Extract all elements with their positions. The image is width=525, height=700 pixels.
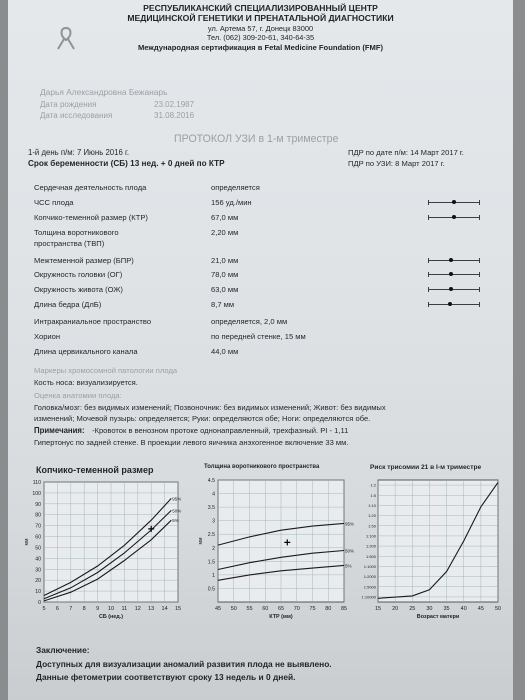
x-axis-label: Возраст матери (416, 614, 460, 620)
trisomy-risk-chart (348, 474, 508, 626)
y-tick-label: 40 (35, 556, 41, 563)
y-tick-label: 1:20 (368, 513, 376, 519)
gestation-term: Срок беременности (СБ) 13 нед. + 0 дней по КТР (28, 159, 225, 168)
notes-label: Примечания: (34, 426, 85, 435)
y-tick-label: 0 (38, 600, 41, 606)
x-tick-label: 50 (494, 606, 502, 612)
y-tick-label: 30 (35, 567, 41, 574)
x-axis-label: СБ (нед.) (98, 614, 124, 620)
markers-header: Маркеры хромосомной патологии плода (34, 366, 178, 375)
series-label: 5% (345, 563, 352, 569)
lmp-date: 1-й день п/м: 7 Июнь 2016 г. (28, 148, 130, 157)
ctr-chart (20, 476, 190, 626)
series-label: 50% (172, 508, 182, 514)
pdr-by-lmp: ПДР по дате п/м: 14 Март 2017 г. (348, 148, 464, 157)
y-tick-label: 4 (212, 491, 215, 498)
measurement-label-cont: пространства (ТВП) (34, 239, 105, 248)
y-tick-label: 1:2 (370, 482, 376, 488)
x-tick-label: 45 (477, 606, 484, 612)
x-tick-label: 45 (214, 606, 222, 612)
header-address: ул. Артема 57, г. Донецк 83000 (207, 24, 314, 33)
chart3-title: Риск трисомии 21 в I-м триместре (370, 464, 482, 471)
measurement-value: 2,20 мм (211, 228, 239, 237)
y-tick-label: 2 (212, 545, 215, 552)
birth-date-label: Дата рождения (40, 100, 97, 109)
x-tick-label: 25 (409, 606, 416, 612)
x-tick-label: 80 (325, 606, 332, 612)
measurement-value: по передней стенке, 15 мм (211, 332, 306, 341)
x-tick-label: 5 (42, 606, 46, 612)
x-tick-label: 13 (148, 606, 155, 612)
x-tick-label: 8 (82, 606, 86, 612)
measurement-label: Длина цервикального канала (34, 347, 138, 356)
measurement-label: Межтеменной размер (БПР) (34, 256, 134, 265)
exam-date-value: 31.08.2016 (154, 111, 195, 120)
document-page (8, 0, 513, 700)
measurement-value: 156 уд./мин (211, 198, 252, 207)
x-tick-label: 11 (121, 606, 128, 612)
reference-range-bar (428, 202, 480, 203)
measurement-label: Хорион (34, 332, 61, 341)
measurement-marker (449, 272, 453, 276)
nasal-bone: Кость носа: визуализируется. (34, 378, 138, 387)
series-label: 95% (345, 521, 355, 527)
y-tick-label: 60 (35, 534, 41, 541)
x-tick-label: 15 (174, 606, 182, 612)
anatomy-header: Оценка анатомии плода: (34, 391, 122, 400)
y-tick-label: 0.5 (207, 586, 215, 593)
measurement-marker (449, 287, 453, 291)
measurement-value: 8,7 мм (211, 300, 235, 309)
y-tick-label: 1:10 (368, 502, 376, 508)
x-axis-label: КТР (мм) (269, 614, 293, 620)
notes-line2: Гипертонус по задней стенке. В проекции левого яичника анэхогенное включение 33 мм. (34, 438, 349, 447)
x-tick-label: 50 (230, 606, 237, 612)
y-tick-label: 1:1000 (363, 563, 376, 569)
x-tick-label: 40 (460, 606, 467, 612)
measurement-label: Толщина воротникового (34, 228, 119, 237)
chart1-title: Копчико-теменной размер (36, 465, 154, 475)
y-tick-label: 1:5000 (363, 584, 376, 590)
series-label: 50% (345, 548, 355, 554)
x-tick-label: 85 (340, 606, 348, 612)
header-phone: Тел. (062) 309-20-61, 340-64-35 (206, 33, 315, 42)
nt-chart (188, 474, 358, 626)
y-tick-label: 1.5 (207, 559, 215, 566)
x-tick-label: 20 (392, 606, 399, 612)
y-tick-label: 70 (35, 523, 41, 530)
y-tick-label: 3.5 (207, 505, 215, 512)
measurement-marker (452, 200, 456, 204)
anatomy-line1: Головка/мозг: без видимых изменений; Позвоночник: без видимых изменений; Живот: без видимых (34, 403, 386, 412)
conclusion-label: Заключение: (36, 645, 90, 655)
measurement-value: 63,0 мм (211, 285, 239, 294)
x-tick-label: 6 (55, 606, 59, 612)
measurement-value: определяется (211, 183, 260, 192)
reference-range-bar (428, 289, 480, 290)
anatomy-line2: изменений; Мочевой пузырь: определяется; Руки: определяются обе; Ноги: определяются обе. (34, 414, 371, 423)
x-tick-label: 55 (246, 606, 253, 612)
x-tick-label: 75 (309, 606, 316, 612)
y-tick-label: 1:5 (370, 492, 376, 498)
y-tick-label: 90 (35, 501, 41, 508)
reference-range-bar (428, 217, 480, 218)
x-tick-label: 60 (262, 606, 269, 612)
y-tick-label: 1:500 (365, 553, 376, 559)
y-tick-label: 3 (212, 518, 215, 525)
measurement-label: Копчико-теменной размер (КТР) (34, 213, 148, 222)
y-axis-label: мм (198, 537, 204, 545)
y-tick-label: 1:50 (368, 523, 376, 529)
y-axis-label: мм (24, 538, 30, 546)
measurement-label: Сердечная деятельность плода (34, 183, 147, 192)
measurement-value: 21,0 мм (211, 256, 239, 265)
measurement-label: Длина бедра (ДлБ) (34, 300, 102, 309)
y-tick-label: 50 (35, 545, 41, 552)
y-tick-label: 1:2000 (363, 574, 376, 580)
series-label: 95% (172, 496, 182, 502)
measurement-marker (448, 302, 452, 306)
chart2-title: Толщина воротникового пространства (204, 464, 320, 470)
y-tick-label: 1 (212, 572, 215, 579)
measurement-label: Интракраниальное пространство (34, 317, 152, 326)
measurement-value: 44,0 мм (211, 347, 239, 356)
header-certification: Международная сертификация в Fetal Medicine Foundation (FMF) (137, 43, 384, 52)
conclusion-line1: Доступных для визуализации аномалий развития плода не выявлено. (36, 659, 332, 669)
y-tick-label: 1:100 (365, 533, 376, 539)
y-tick-label: 100 (32, 490, 41, 497)
measurement-marker (449, 258, 453, 262)
pdr-by-ultrasound: ПДР по УЗИ: 8 Март 2017 г. (348, 159, 445, 168)
y-tick-label: 10 (35, 589, 41, 596)
header-line1: РЕСПУБЛИКАНСКИЙ СПЕЦИАЛИЗИРОВАННЫЙ ЦЕНТР (143, 3, 378, 13)
measurement-value: 67,0 мм (211, 213, 239, 222)
x-tick-label: 30 (426, 606, 433, 612)
x-tick-label: 15 (374, 606, 382, 612)
x-tick-label: 12 (134, 606, 141, 612)
conclusion-line2: Данные фетометрии соответствуют сроку 13 недель и 0 дней. (36, 672, 296, 682)
y-tick-label: 1:10000 (361, 594, 376, 600)
exam-date-label: Дата исследования (40, 111, 113, 120)
reference-range-bar (428, 260, 480, 261)
reference-range-bar (428, 274, 480, 275)
measurement-value: определяется, 2,0 мм (211, 317, 288, 326)
measurement-value: 78,0 мм (211, 270, 239, 279)
x-tick-label: 7 (69, 606, 73, 612)
notes-line1: -Кровоток в венозном протоке однонаправленный, трехфазный. PI - 1,11 (92, 426, 349, 435)
measurement-marker (452, 215, 456, 219)
x-tick-label: 35 (443, 606, 450, 612)
y-tick-label: 4.5 (207, 478, 215, 484)
protocol-title: ПРОТОКОЛ УЗИ в 1-м триместре (174, 133, 339, 145)
y-tick-label: 20 (35, 578, 41, 585)
x-tick-label: 70 (293, 606, 300, 612)
birth-date-value: 23.02.1987 (154, 100, 195, 109)
patient-name: Дарья Александровна Бежанарь (40, 87, 168, 97)
y-tick-label: 110 (32, 480, 41, 486)
reference-range-bar (428, 304, 480, 305)
measurement-label: Окружность головки (ОГ) (34, 270, 123, 279)
series-label: 5% (172, 518, 179, 524)
x-tick-label: 10 (107, 606, 115, 612)
x-tick-label: 14 (161, 606, 168, 612)
plot-area (378, 480, 498, 602)
y-tick-label: 2.5 (207, 532, 215, 539)
measurement-label: ЧСС плода (34, 198, 74, 207)
y-tick-label: 80 (35, 512, 41, 519)
x-tick-label: 65 (277, 606, 285, 612)
x-tick-label: 9 (96, 606, 100, 612)
y-tick-label: 1:200 (365, 543, 376, 549)
measurement-label: Окружность живота (ОЖ) (34, 285, 123, 294)
header-line2: МЕДИЦИНСКОЙ ГЕНЕТИКИ И ПРЕНАТАЛЬНОЙ ДИАГНОСТИКИ (127, 13, 394, 23)
